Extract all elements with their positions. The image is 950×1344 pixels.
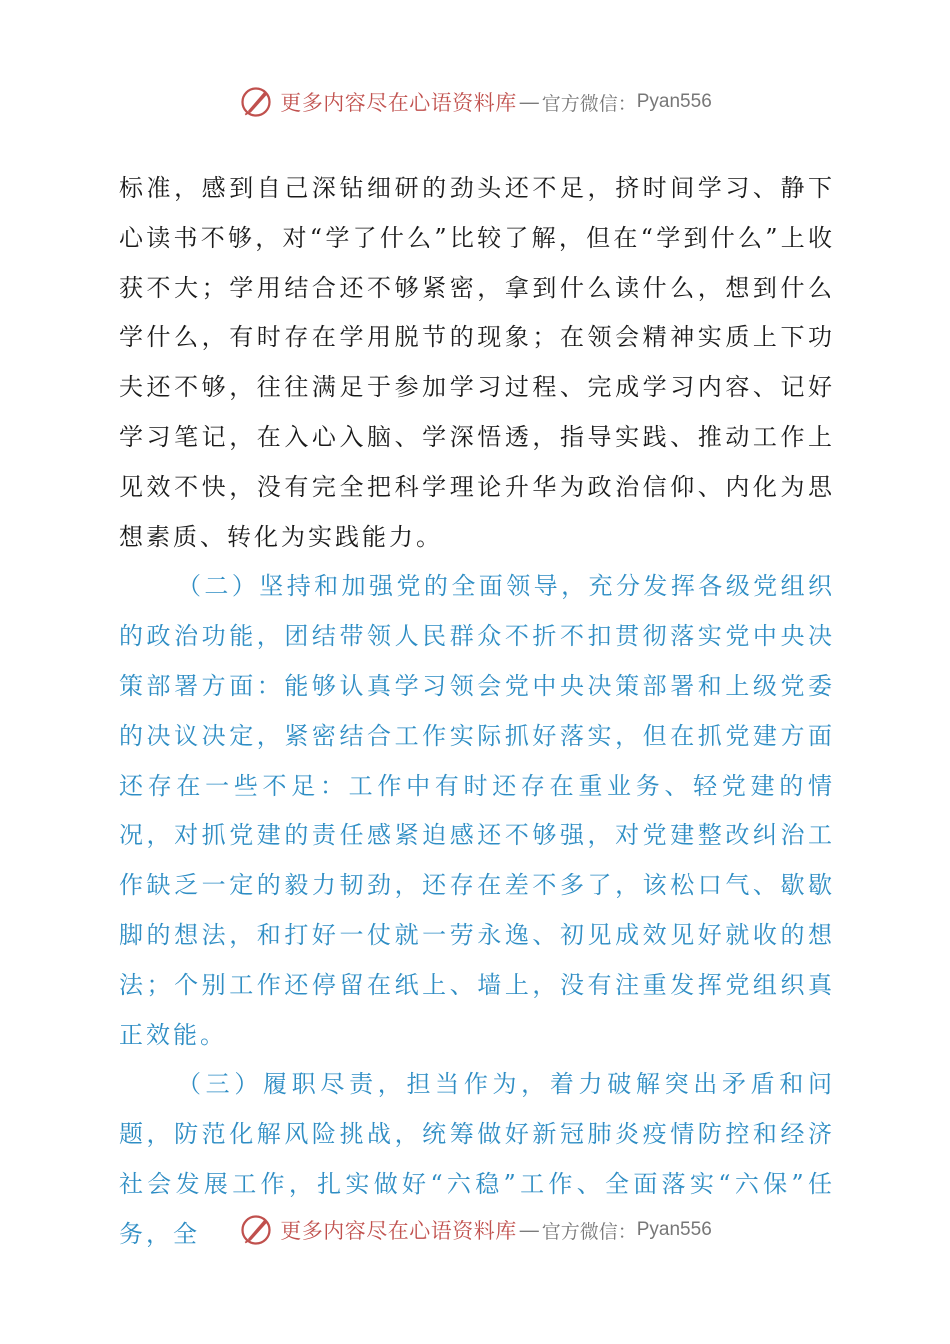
banner-wechat-id: Pyan556 xyxy=(636,91,712,112)
banner-main-text: 更多内容尽在心语资料库 xyxy=(280,1219,517,1243)
paragraph-section-two: （二）坚持和加强党的全面领导，充分发挥各级党组织的政治功能，团结带领人民群众不折不扣贯彻落实党中央决策部署方面：能够认真学习领会党中央决策部署和上级党委的决议决定，紧密结合工作实际抓好落实，但在抓党建方面还存在一些不足：工作中有时还存在重业务、轻党建的情况，对抓党建的责任感紧迫感还不够强，对党建整改纠治工作缺乏一定的毅力韧劲，还存在差不多了，该松口气、歇歇脚的想法，和打好一仗就一劳永逸、初见成效见好就收的想法；个别工作还停留在纸上、墙上，没有注重发挥党组织真正效能。 xyxy=(119,572,835,1049)
document-body xyxy=(119,164,835,1260)
banner-main-text: 更多内容尽在心语资料库 xyxy=(280,91,517,115)
header-watermark-banner xyxy=(0,82,950,122)
banner-separator: — xyxy=(518,90,540,114)
banner-separator: — xyxy=(518,1218,540,1242)
banner-wechat-id: Pyan556 xyxy=(636,1219,712,1240)
footer-watermark-banner xyxy=(0,1210,950,1250)
banner-wechat-label: 官方微信： xyxy=(541,92,637,115)
banner-wechat-label: 官方微信： xyxy=(541,1220,637,1243)
paragraph-study-problems: 标准，感到自己深钻细研的劲头还不足，挤时间学习、静下心读书不够，对“学了什么”比较了解，但在“学到什么”上收获不大；学用结合还不够紧密，拿到什么读什么，想到什么学什么，有时存在学用脱节的现象；在领会精神实质上下功夫还不够，往往满足于参加学习过程、完成学习内容、记好学习笔记，在入心入脑、学深悟透，指导实践、推动工作上见效不快，没有完全把科学理论升华为政治信仰、内化为思想素质、转化为实践能力。 xyxy=(119,174,835,551)
pen-logo-icon xyxy=(238,84,274,120)
paragraph-section-three: （三）履职尽责，担当作为，着力破解突出矛盾和问题，防范化解风险挑战，统筹做好新冠肺炎疫情防控和经济社会发展工作，扎实做好“六稳”工作、全面落实“六保”任务，全 xyxy=(119,1070,835,1248)
pen-logo-icon xyxy=(238,1212,274,1248)
